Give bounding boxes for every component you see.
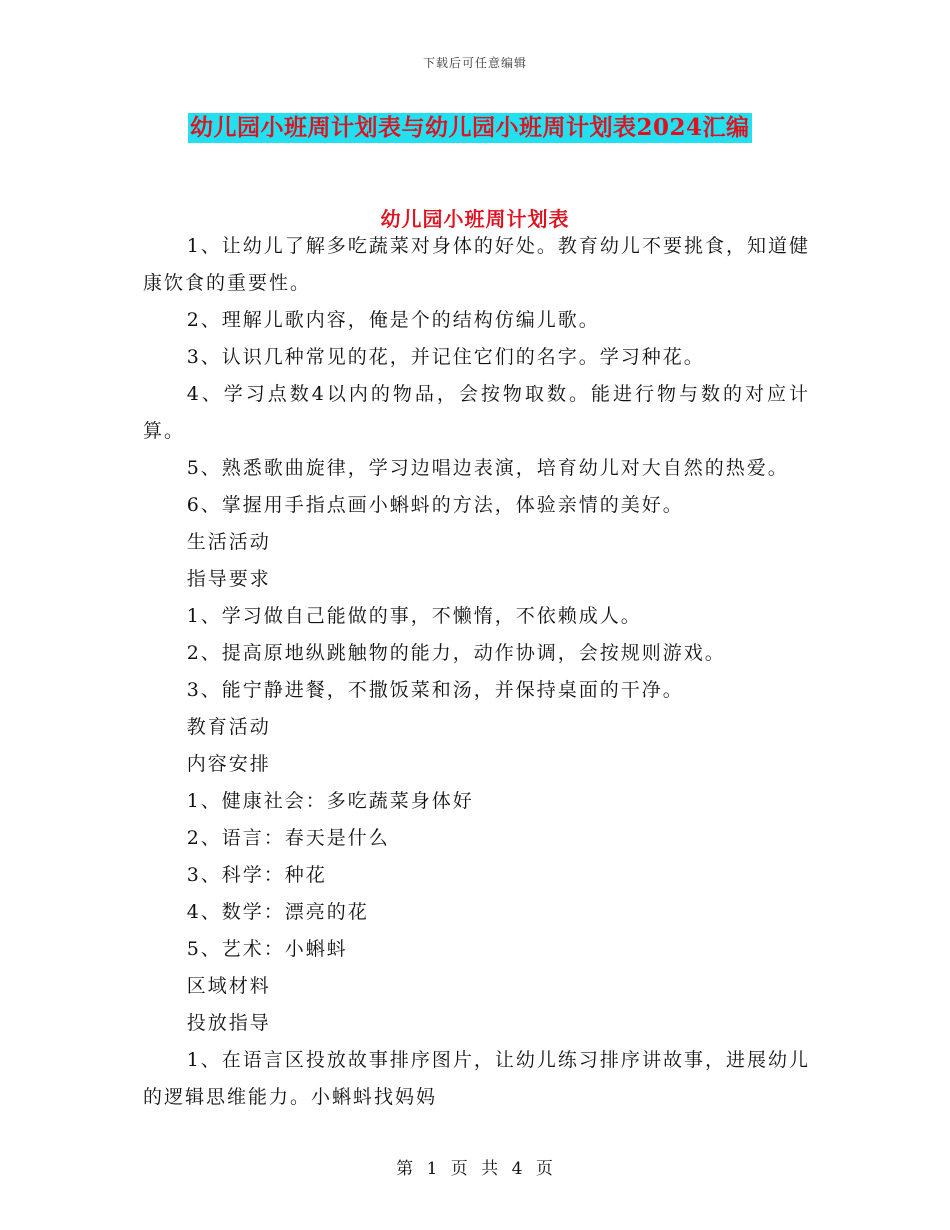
paragraph: 5、艺术：小蝌蚪 <box>186 938 348 960</box>
paragraph: 3、认识几种常见的花，并记住它们的名字。学习种花。 <box>186 346 705 368</box>
section-heading: 指导要求 <box>186 568 271 590</box>
section-heading: 区域材料 <box>186 975 271 997</box>
section-heading: 投放指导 <box>186 1012 271 1034</box>
paragraph: 2、提高原地纵跳触物的能力，动作协调，会按规则游戏。 <box>186 642 726 664</box>
paragraph: 4、数学：漂亮的花 <box>186 901 369 923</box>
paragraph: 3、能宁静进餐，不撒饭菜和汤，并保持桌面的干净。 <box>186 679 684 701</box>
paragraph: 2、理解儿歌内容，俺是个的结构仿编儿歌。 <box>186 309 600 331</box>
section-heading: 内容安排 <box>186 753 271 775</box>
section-heading: 生活活动 <box>186 531 271 553</box>
body-text <box>143 228 810 1116</box>
section-heading: 教育活动 <box>186 716 271 738</box>
header-note: 下载后可任意编辑 <box>422 56 527 70</box>
paragraph: 3、科学：种花 <box>186 864 327 886</box>
paragraph: 1、让幼儿了解多吃蔬菜对身体的好处。教育幼儿不要挑食，知道健康饮食的重要性。 <box>143 235 810 294</box>
paragraph: 2、语言：春天是什么 <box>186 827 390 849</box>
document-title: 幼儿园小班周计划表与幼儿园小班周计划表2024汇编 <box>190 114 750 141</box>
paragraph: 1、学习做自己能做的事，不懒惰，不依赖成人。 <box>186 605 642 627</box>
paragraph: 4、学习点数4以内的物品，会按物取数。能进行物与数的对应计算。 <box>143 383 810 442</box>
paragraph: 1、健康社会：多吃蔬菜身体好 <box>186 790 474 812</box>
paragraph: 1、在语言区投放故事排序图片，让幼儿练习排序讲故事，进展幼儿的逻辑思维能力。小蝌蚪找妈妈 <box>143 1049 810 1108</box>
section-title: 幼儿园小班周计划表 <box>380 207 570 231</box>
paragraph: 5、熟悉歌曲旋律，学习边唱边表演，培育幼儿对大自然的热爱。 <box>186 457 789 479</box>
paragraph: 6、掌握用手指点画小蝌蚪的方法，体验亲情的美好。 <box>186 494 684 516</box>
page-number-footer: 第 1 页 共 4 页 <box>396 1159 554 1179</box>
